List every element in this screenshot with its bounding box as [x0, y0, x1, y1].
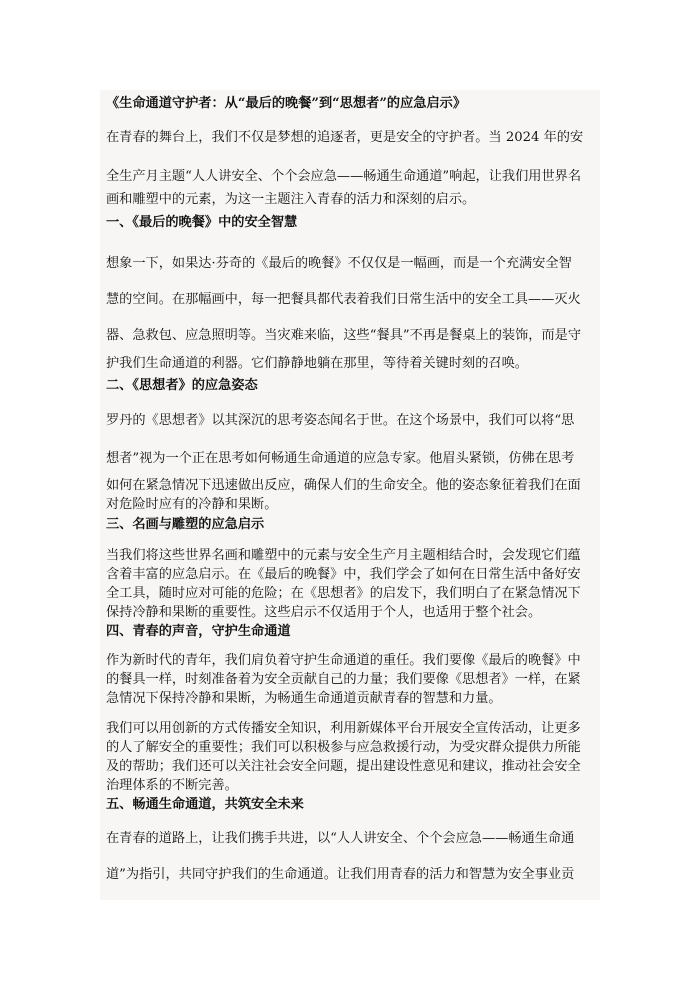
paragraph-line: 治理体系的不断完善。 — [106, 778, 238, 793]
paragraph-line: 道”为指引，共同守护我们的生命通道。让我们用青春的活力和智慧为安全事业贡 — [106, 867, 575, 882]
section-heading: 五、畅通生命通道，共筑安全未来 — [106, 797, 304, 812]
paragraph-line: 器、急救包、应急照明等。当灾难来临，这些“餐具”不再是餐桌上的装饰，而是守 — [106, 328, 582, 343]
section-heading: 四、青春的声音，守护生命通道 — [106, 624, 291, 639]
intro-line: 在青春的舞台上，我们不仅是梦想的追逐者，更是安全的守护者。当 2024 年的安 — [106, 130, 584, 145]
intro-line: 全生产月主题“人人讲安全、个个会应急——畅通生命通道”响起，让我们用世界名 — [106, 169, 582, 184]
paragraph-line: 我们可以用创新的方式传播安全知识，利用新媒体平台开展安全宣传活动，让更多 — [106, 721, 581, 736]
document-title: 《生命通道守护者：从“最后的晚餐”到“思想者”的应急启示》 — [106, 96, 467, 111]
paragraph-line: 作为新时代的青年，我们肩负着守护生命通道的重任。我们要像《最后的晚餐》中 — [106, 653, 581, 668]
paragraph-line: 保持冷静和果断的重要性。这些启示不仅适用于个人，也适用于整个社会。 — [106, 605, 542, 620]
paragraph-line: 想者”视为一个正在思考如何畅通生命通道的应急专家。他眉头紧锁，仿佛在思考 — [106, 451, 575, 466]
paragraph-line: 护我们生命通道的利器。它们静静地躺在那里，等待着关键时刻的召唤。 — [106, 356, 528, 371]
paragraph-line: 如何在紧急情况下迅速做出反应，确保人们的生命安全。他的姿态象征着我们在面 — [106, 478, 581, 493]
section-heading: 一、《最后的晚餐》中的安全智慧 — [106, 215, 298, 230]
paragraph-line: 对危险时应有的冷静和果断。 — [106, 497, 278, 512]
paragraph-line: 的人了解安全的重要性；我们可以积极参与应急救援行动，为受灾群众提供力所能 — [106, 740, 581, 755]
paragraph-line: 全工具，随时应对可能的危险；在《思想者》的启发下，我们明白了在紧急情况下 — [106, 586, 581, 601]
paragraph-line: 急情况下保持冷静和果断，为畅通生命通道贡献青春的智慧和力量。 — [106, 691, 502, 706]
paragraph-line: 及的帮助；我们还可以关注社会安全问题，提出建设性意见和建议，推动社会安全 — [106, 759, 581, 774]
section-heading: 二、《思想者》的应急姿态 — [106, 378, 258, 393]
paragraph-line: 在青春的道路上，让我们携手共进，以“人人讲安全、个个会应急——畅通生命通 — [106, 831, 575, 846]
paragraph-line: 想象一下，如果达·芬奇的《最后的晚餐》不仅仅是一幅画，而是一个充满安全智 — [106, 256, 572, 271]
paragraph-line: 慧的空间。在那幅画中，每一把餐具都代表着我们日常生活中的安全工具——灭火 — [106, 292, 581, 307]
paragraph-line: 含着丰富的应急启示。在《最后的晚餐》中，我们学会了如何在日常生活中备好安 — [106, 567, 581, 582]
section-heading: 三、名画与雕塑的应急启示 — [106, 517, 265, 532]
paragraph-line: 的餐具一样，时刻准备着为安全贡献自己的力量；我们要像《思想者》一样，在紧 — [106, 672, 581, 687]
intro-line: 画和雕塑中的元素，为这一主题注入青春的活力和深刻的启示。 — [106, 192, 476, 207]
paragraph-line: 当我们将这些世界名画和雕塑中的元素与安全生产月主题相结合时，会发现它们蕴 — [106, 548, 581, 563]
paragraph-line: 罗丹的《思想者》以其深沉的思考姿态闻名于世。在这个场景中，我们可以将“思 — [106, 413, 575, 428]
document-body — [100, 90, 600, 900]
